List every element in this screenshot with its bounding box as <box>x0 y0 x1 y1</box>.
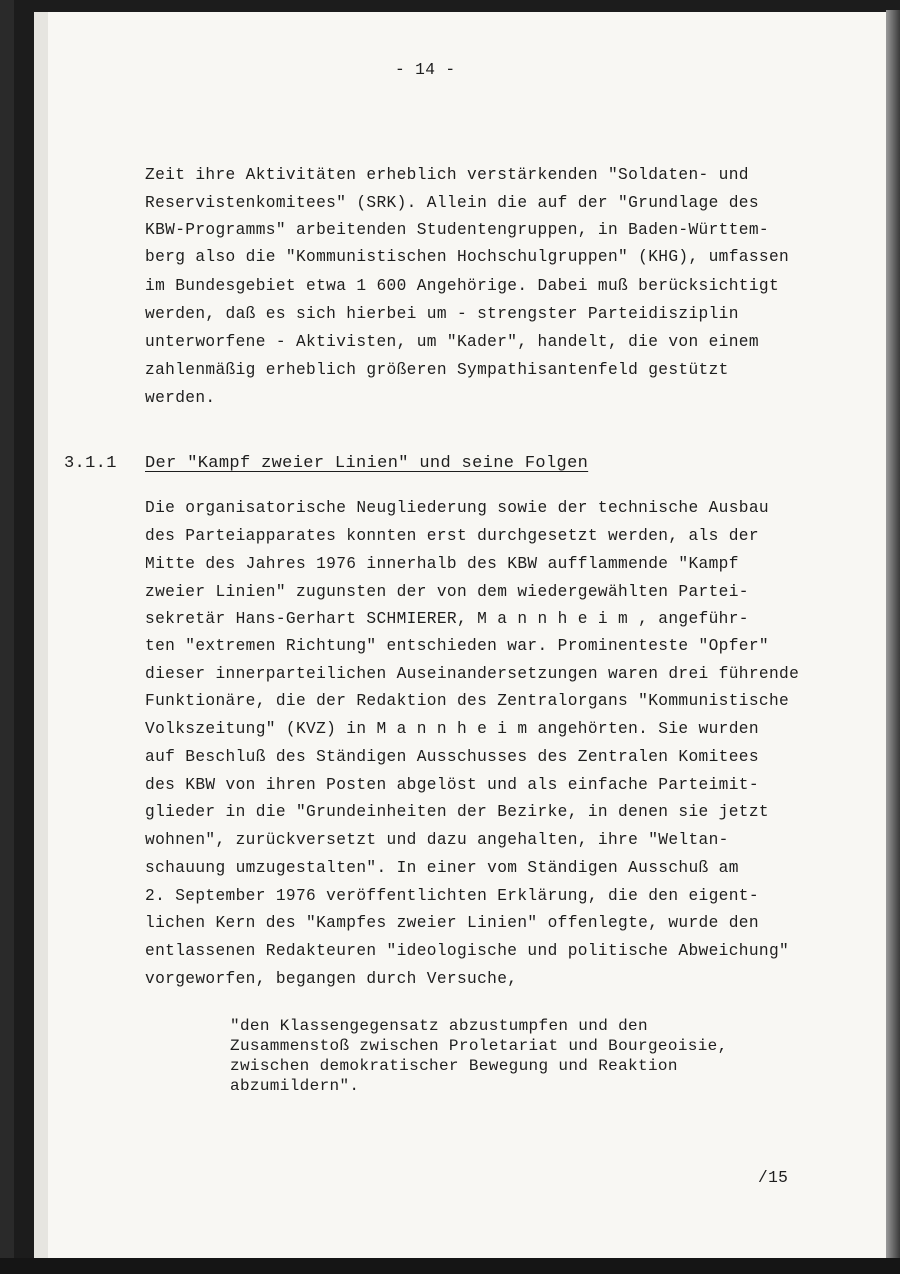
quote-line: "den Klassengegensatz abzustumpfen und den <box>230 1017 648 1035</box>
text-line: Mitte des Jahres 1976 innerhalb des KBW aufflammende "Kampf <box>145 555 739 573</box>
text-line: auf Beschluß des Ständigen Ausschusses des Zentralen Komitees <box>145 748 759 766</box>
scan-bottom-border <box>0 1258 900 1274</box>
text-line: zweier Linien" zugunsten der von dem wiedergewählten Partei- <box>145 583 749 601</box>
text-line: Reservistenkomitees" (SRK). Allein die auf der "Grundlage des <box>145 194 759 212</box>
page-number: - 14 - <box>395 61 456 79</box>
text-line: werden, daß es sich hierbei um - strengster Parteidisziplin <box>145 305 739 323</box>
text-line: Funktionäre, die der Redaktion des Zentralorgans "Kommunistische <box>145 692 790 710</box>
text-line: Zeit ihre Aktivitäten erheblich verstärkenden "Soldaten- und <box>145 166 749 184</box>
text-line: im Bundesgebiet etwa 1 600 Angehörige. Dabei muß berücksichtigt <box>145 277 780 295</box>
text-line: zahlenmäßig erheblich größeren Sympathisantenfeld gestützt <box>145 361 729 379</box>
text-line: ten "extremen Richtung" entschieden war. Prominenteste "Opfer" <box>145 637 769 655</box>
text-line: des Parteiapparates konnten erst durchgesetzt werden, als der <box>145 527 759 545</box>
next-page-marker: /15 <box>758 1169 789 1187</box>
text-line: werden. <box>145 389 216 407</box>
text-line: Die organisatorische Neugliederung sowie der technische Ausbau <box>145 499 769 517</box>
text-line: des KBW von ihren Posten abgelöst und als einfache Parteimit- <box>145 776 759 794</box>
scan-left-border <box>14 0 34 1258</box>
quote-line: zwischen demokratischer Bewegung und Reaktion <box>230 1057 678 1075</box>
text-line: vorgeworfen, begangen durch Versuche, <box>145 970 518 988</box>
text-line: lichen Kern des "Kampfes zweier Linien" offenlegte, wurde den <box>145 914 759 932</box>
text-line: unterworfene - Aktivisten, um "Kader", handelt, die von einem <box>145 333 759 351</box>
text-line: wohnen", zurückversetzt und dazu angehalten, ihre "Weltan- <box>145 831 729 849</box>
text-line: berg also die "Kommunistischen Hochschulgruppen" (KHG), umfassen <box>145 248 790 266</box>
text-line: dieser innerparteilichen Auseinandersetzungen waren drei führende <box>145 665 800 683</box>
quote-line: Zusammenstoß zwischen Proletariat und Bourgeoisie, <box>230 1037 728 1055</box>
text-line: sekretär Hans-Gerhart SCHMIERER, M a n n h e i m , angeführ- <box>145 610 749 628</box>
quote-line: abzumildern". <box>230 1077 360 1095</box>
text-line: Volkszeitung" (KVZ) in M a n n h e i m angehörten. Sie wurden <box>145 720 759 738</box>
text-line: schauung umzugestalten". In einer vom Ständigen Ausschuß am <box>145 859 739 877</box>
scan-top-border <box>14 0 900 12</box>
text-line: glieder in die "Grundeinheiten der Bezirke, in denen sie jetzt <box>145 803 769 821</box>
scan-right-edge <box>886 10 900 1266</box>
text-line: entlassenen Redakteuren "ideologische und politische Abweichung" <box>145 942 790 960</box>
section-number: 3.1.1 <box>64 454 117 473</box>
text-line: 2. September 1976 veröffentlichten Erklärung, die den eigent- <box>145 887 759 905</box>
text-line: KBW-Programms" arbeitenden Studentengruppen, in Baden-Württem- <box>145 221 769 239</box>
section-title: Der "Kampf zweier Linien" und seine Folgen <box>145 454 589 473</box>
